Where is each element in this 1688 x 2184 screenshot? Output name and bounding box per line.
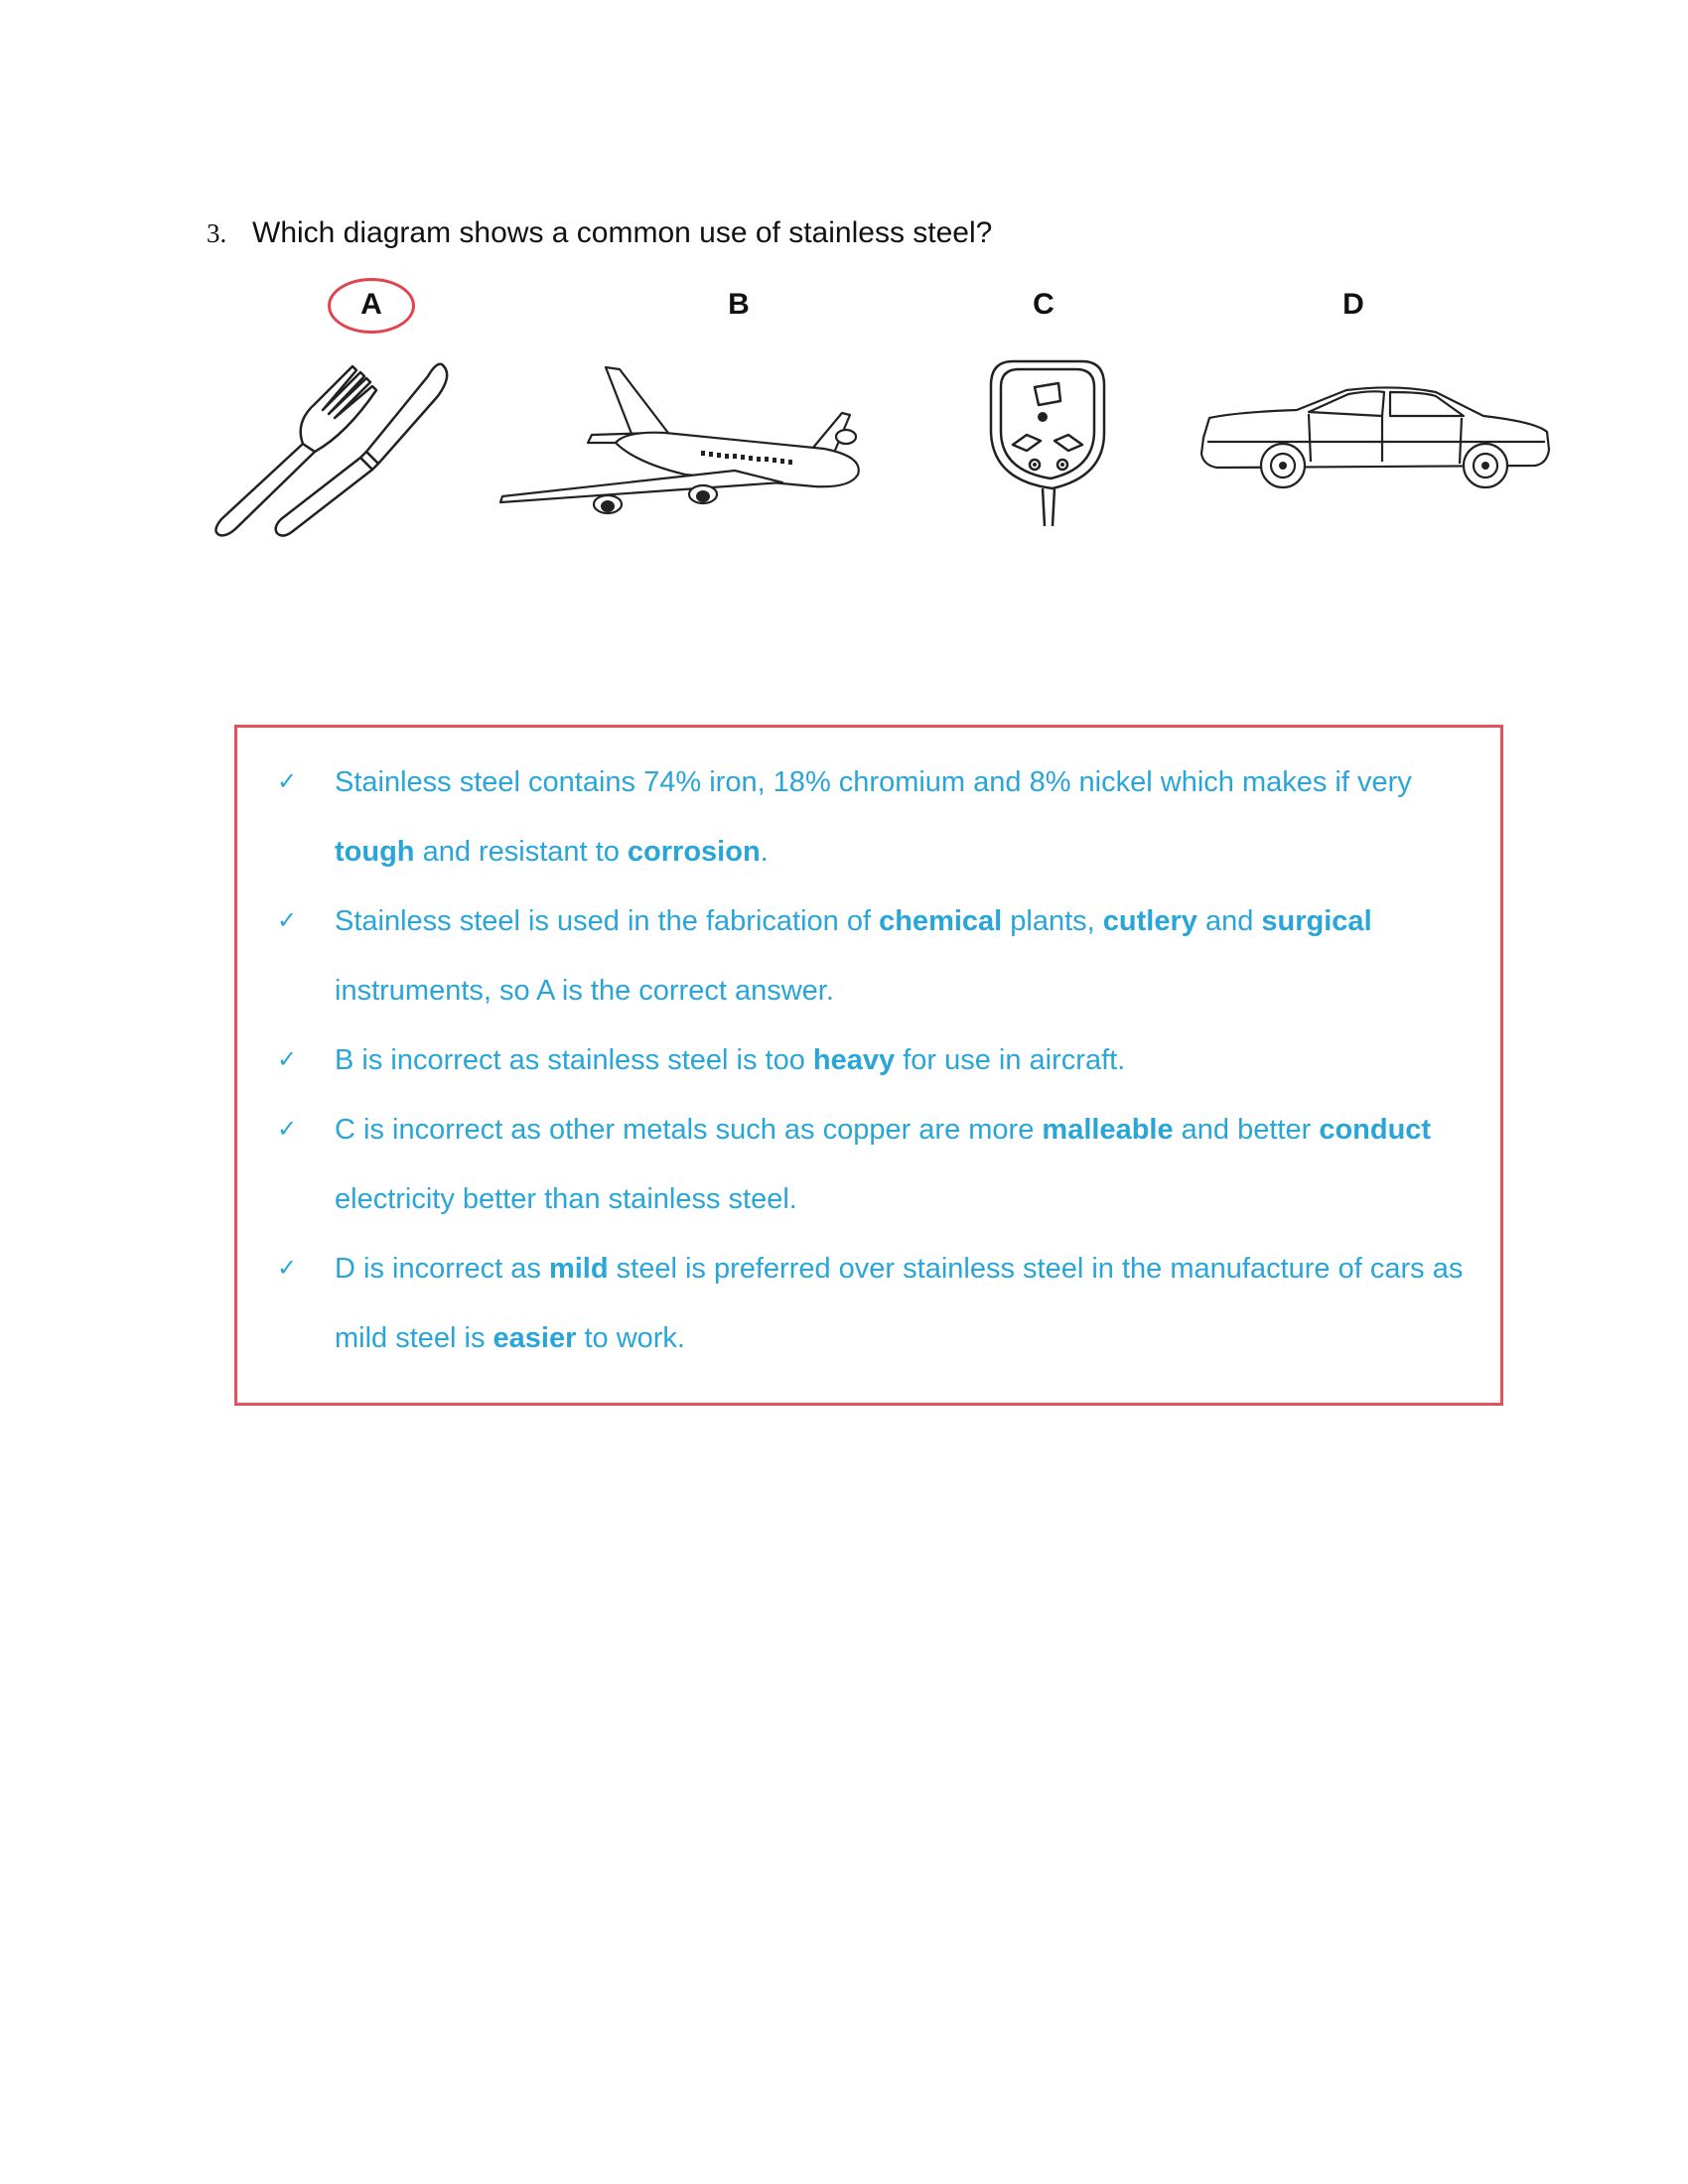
explanation-item — [263, 748, 1484, 887]
explanation-text: B is incorrect as stainless steel is too — [335, 1044, 813, 1076]
option-label-d[interactable]: D — [1342, 288, 1364, 321]
explanation-text: instruments, so A is the correct answer. — [335, 975, 834, 1007]
answer-explanation-box — [234, 725, 1503, 1406]
explanation-keyword: corrosion — [627, 836, 761, 868]
explanation-keyword: easier — [492, 1322, 577, 1354]
explanation-text: . — [760, 836, 769, 868]
explanation-keyword: malleable — [1042, 1114, 1174, 1146]
question — [207, 216, 992, 250]
explanation-keyword: surgical — [1261, 905, 1372, 937]
explanation-text: Stainless steel is used in the fabrication of — [335, 905, 880, 937]
check-icon: ✓ — [277, 1255, 298, 1282]
explanation-keyword: chemical — [879, 905, 1003, 937]
explanation-text: electricity better than stainless steel. — [335, 1183, 797, 1215]
explanation-text: steel is preferred over stainless steel in the manufacture of cars as mild steel is — [335, 1253, 1464, 1354]
check-icon: ✓ — [277, 907, 298, 934]
explanation-text: to work. — [576, 1322, 685, 1354]
car-icon[interactable] — [1197, 382, 1555, 501]
airplane-icon[interactable] — [496, 357, 874, 526]
plug-icon[interactable] — [983, 357, 1112, 536]
explanation-keyword: mild — [548, 1253, 609, 1285]
explanation-text: and — [1196, 905, 1262, 937]
check-icon: ✓ — [277, 1046, 298, 1073]
explanation-text: and better — [1173, 1114, 1320, 1146]
explanation-text: D is incorrect as — [335, 1253, 549, 1285]
explanation-text: and resistant to — [414, 836, 628, 868]
explanation-keyword: heavy — [812, 1044, 896, 1076]
question-number: 3. — [207, 218, 227, 248]
explanation-keyword: conduct — [1319, 1114, 1432, 1146]
explanation-keyword: tough — [335, 836, 415, 868]
explanation-text: for use in aircraft. — [895, 1044, 1126, 1076]
option-label-b[interactable]: B — [728, 288, 750, 321]
explanation-text: Stainless steel contains 74% iron, 18% chromium and 8% nickel which makes if very — [335, 766, 1412, 798]
explanation-item — [263, 1025, 1484, 1095]
explanation-item — [263, 1095, 1484, 1234]
option-label-a[interactable]: A — [360, 288, 382, 321]
explanation-text: C is incorrect as other metals such as copper are more — [335, 1114, 1043, 1146]
option-label-c[interactable]: C — [1033, 288, 1055, 321]
explanation-text: plants, — [1002, 905, 1103, 937]
explanation-item — [263, 887, 1484, 1025]
explanation-item — [263, 1234, 1484, 1373]
explanation-list — [263, 748, 1484, 1373]
fork-knife-icon[interactable] — [204, 352, 452, 541]
question-text: Which diagram shows a common use of stainless steel? — [252, 216, 993, 249]
explanation-keyword: cutlery — [1102, 905, 1197, 937]
check-icon: ✓ — [277, 1116, 298, 1143]
check-icon: ✓ — [277, 768, 298, 795]
